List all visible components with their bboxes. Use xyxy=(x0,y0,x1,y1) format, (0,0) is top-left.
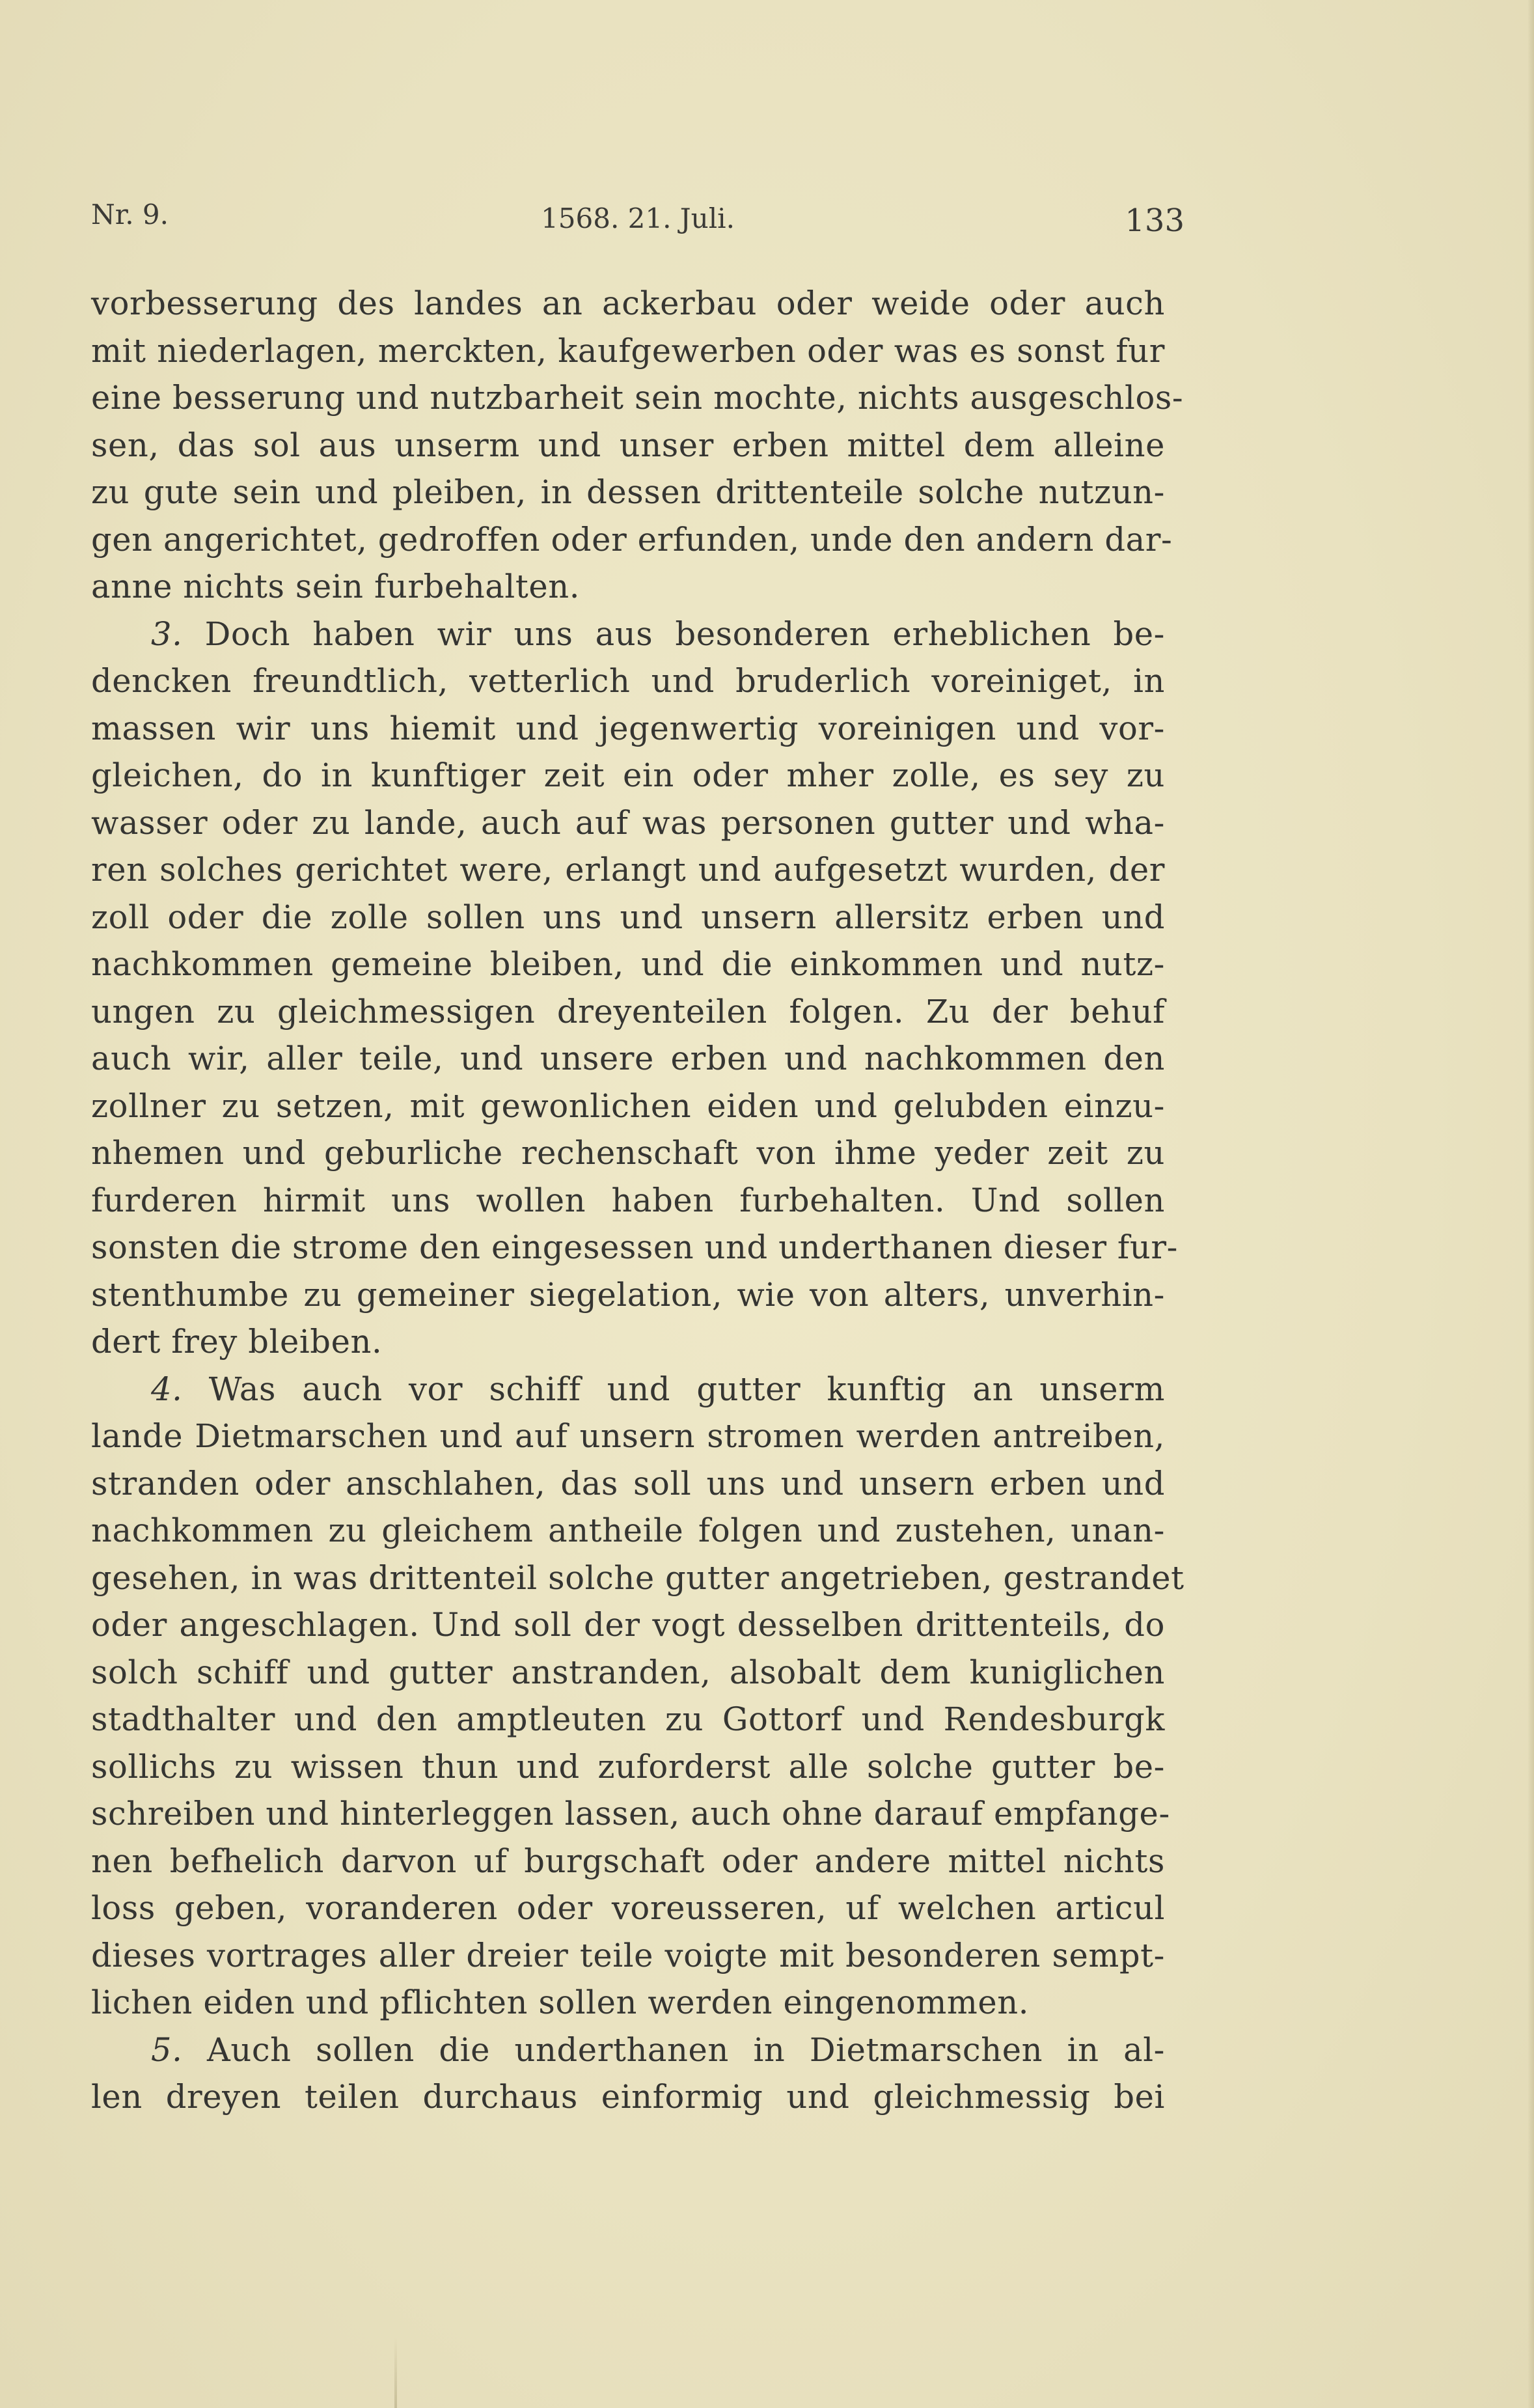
text-line: len dreyen teilen durchaus einformig und gleichmessig bei xyxy=(91,2078,1165,2116)
paragraph-5-first-line: 5. Auch sollen die underthanen in Dietmarschen in al- xyxy=(151,2030,1165,2069)
text-line: oder angeschlagen. Und soll der vogt desselben drittenteils, do xyxy=(91,1606,1165,1644)
text-line: mit niederlagen, merckten, kaufgewerben oder was es sonst fur xyxy=(91,331,1165,370)
text-line: solch schiff und gutter anstranden, alsobalt dem kuniglichen xyxy=(91,1653,1165,1691)
text-line: nachkommen gemeine bleiben, und die einkommen und nutz- xyxy=(91,945,1165,983)
text-line: sen, das sol aus unserm und unser erben mittel dem alleine xyxy=(91,426,1165,464)
text-line: stenthumbe zu gemeiner siegelation, wie von alters, unverhin- xyxy=(91,1275,1165,1314)
text-line: wasser oder zu lande, auch auf was personen gutter und wha- xyxy=(91,803,1165,842)
page-edge-shadow xyxy=(1527,0,1534,2408)
section-number: 5. xyxy=(151,2030,183,2069)
text-line: sollichs zu wissen thun und zuforderst alle solche gutter be- xyxy=(91,1747,1165,1786)
text-line: ungen zu gleichmessigen dreyenteilen folgen. Zu der behuf xyxy=(91,992,1165,1031)
page-number: 133 xyxy=(1125,202,1185,239)
text-line: dencken freundtlich, vetterlich und bruderlich voreiniget, in xyxy=(91,662,1165,700)
text-line: auch wir, aller teile, und unsere erben und nachkommen den xyxy=(91,1040,1165,1077)
text-line: gesehen, in was drittenteil solche gutter angetrieben, gestrandet xyxy=(91,1558,1185,1597)
text-line: sonsten die strome den eingesessen und underthanen dieser fur- xyxy=(91,1228,1178,1266)
body-text xyxy=(91,280,1185,2121)
text-line: anne nichts sein furbehalten. xyxy=(91,568,581,605)
text-line: stranden oder anschlahen, das soll uns und unsern erben und xyxy=(91,1464,1165,1502)
text-line: gleichen, do in kunftiger zeit ein oder mher zolle, es sey zu xyxy=(91,756,1165,794)
section-number: 4. xyxy=(151,1370,183,1408)
document-date: 1568. 21. Juli. xyxy=(541,202,735,234)
text-line: dert frey bleiben. xyxy=(91,1323,383,1361)
text-line: zollner zu setzen, mit gewonlichen eiden und gelubden einzu- xyxy=(91,1086,1165,1125)
page-header xyxy=(91,199,1185,244)
text-line: gen angerichtet, gedroffen oder erfunden, unde den andern dar- xyxy=(91,520,1173,559)
document-number: Nr. 9. xyxy=(91,199,169,230)
text-line: eine besserung und nutzbarheit sein mochte, nichts ausgeschlos- xyxy=(91,379,1184,417)
text-line: stadthalter und den amptleuten zu Gottorf und Rendesburgk xyxy=(91,1700,1165,1738)
text-line: dieses vortrages aller dreier teile voigte mit besonderen sempt- xyxy=(91,1936,1165,1974)
text-line: lande Dietmarschen und auf unsern stromen werden antreiben, xyxy=(91,1417,1165,1455)
text-line: zoll oder die zolle sollen uns und unsern allersitz erben und xyxy=(91,898,1165,936)
text-line: zu gute sein und pleiben, in dessen drittenteile solche nutzun- xyxy=(91,473,1165,511)
text-line: vorbesserung des landes an ackerbau oder weide oder auch xyxy=(91,284,1165,322)
text-line: lichen eiden und pflichten sollen werden eingenommen. xyxy=(91,1984,1030,2021)
text-line: nen befhelich darvon uf burgschaft oder andere mittel nichts xyxy=(91,1842,1165,1880)
text-line: schreiben und hinterleggen lassen, auch ohne darauf empfange- xyxy=(91,1795,1170,1833)
text-line: loss geben, voranderen oder voreusseren, uf welchen articul xyxy=(91,1889,1165,1927)
page-crease xyxy=(394,2337,397,2408)
paragraph-3-first-line: 3. Doch haben wir uns aus besonderen erheblichen be- xyxy=(151,615,1165,653)
text-line: nachkommen zu gleichem antheile folgen und zustehen, unan- xyxy=(91,1512,1165,1549)
text-line: nhemen und geburliche rechenschaft von ihme yeder zeit zu xyxy=(91,1134,1165,1172)
text-line: ren solches gerichtet were, erlangt und aufgesetzt wurden, der xyxy=(91,851,1165,889)
paragraph-4-first-line: 4. Was auch vor schiff und gutter kunftig an unserm xyxy=(151,1370,1165,1408)
text-line: furderen hirmit uns wollen haben furbehalten. Und sollen xyxy=(91,1181,1165,1219)
text-line: massen wir uns hiemit und jegenwertig voreinigen und vor- xyxy=(91,709,1165,747)
section-number: 3. xyxy=(151,615,183,653)
